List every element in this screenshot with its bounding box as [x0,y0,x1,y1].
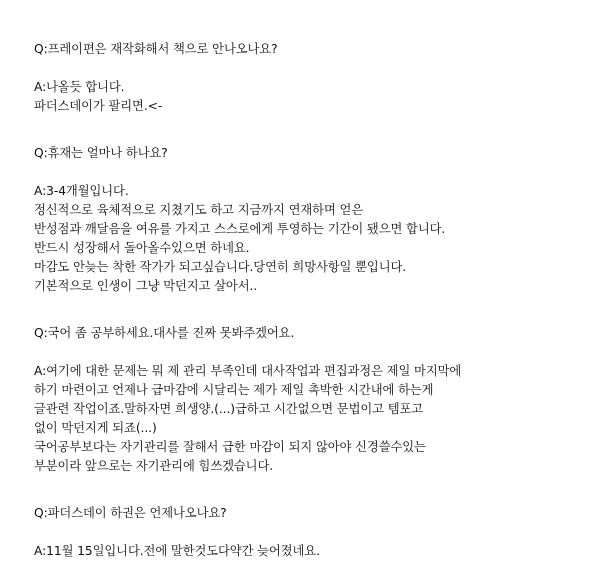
block-spacer [34,116,584,144]
qa-block-4 [34,504,584,561]
answer-line: 정신적으로 육체적으로 지쳤기도 하고 지금까지 연재하며 얻은 [34,203,364,217]
spacer [34,523,584,542]
question-text: Q:프레이편은 재작화해서 책으로 안나오나요? [34,42,278,56]
answer-line: 마감도 안늦는 착한 작가가 되고싶습니다.당연히 희망사항일 뿐입니다. [34,260,407,274]
spacer [34,163,584,182]
question-text: Q:국어 좀 공부하세요.대사를 진짜 못봐주겠어요. [34,326,295,340]
qa-block-3 [34,324,584,476]
answer-line: 국어공부보다는 자기관리를 잘해서 급한 마감이 되지 않아야 신경쓸수있는 [34,440,426,454]
answer-line: 반드시 성장해서 돌아올수있으면 하네요. [34,241,250,255]
answer-line: 파더스데이가 팔리면.<- [34,99,163,113]
block-spacer [34,296,584,324]
answer-line: 반성점과 깨달음을 여유를 가지고 스스로에게 투영하는 기간이 됐으면 합니다. [34,222,446,236]
spacer [34,343,584,362]
answer-line: 부분이라 앞으로는 자기관리에 힘쓰겠습니다. [34,459,274,473]
answer-line: 기본적으로 인생이 그냥 막던지고 살아서.. [34,279,258,293]
answer-line: 없이 막던지게 되죠(...) [34,421,157,435]
answer-line: 글관련 작업이죠.말하자면 희생양.(...)급하고 시간없으면 문법이고 템포고 [34,402,424,416]
question-text: Q:휴재는 얼마나 하나요? [34,146,168,160]
answer-line: A:11월 15일입니다.전에 말한것도다약간 늦어졌네요. [34,544,320,558]
answer-line: A:나올듯 합니다. [34,80,125,94]
question-text: Q:파더스데이 하권은 언제나오나요? [34,506,227,520]
answer-line: A:여기에 대한 문제는 뭐 제 관리 부족인데 대사작업과 편집과정은 제일 마지막에 [34,364,462,378]
qa-block-2 [34,144,584,296]
answer-line: 하기 마련이고 언제나 급마감에 시달리는 제가 제일 촉박한 시간내에 하는게 [34,383,434,397]
block-spacer [34,476,584,504]
answer-line: A:3-4개월입니다. [34,184,129,198]
qa-block-1 [34,40,584,116]
spacer [34,59,584,78]
